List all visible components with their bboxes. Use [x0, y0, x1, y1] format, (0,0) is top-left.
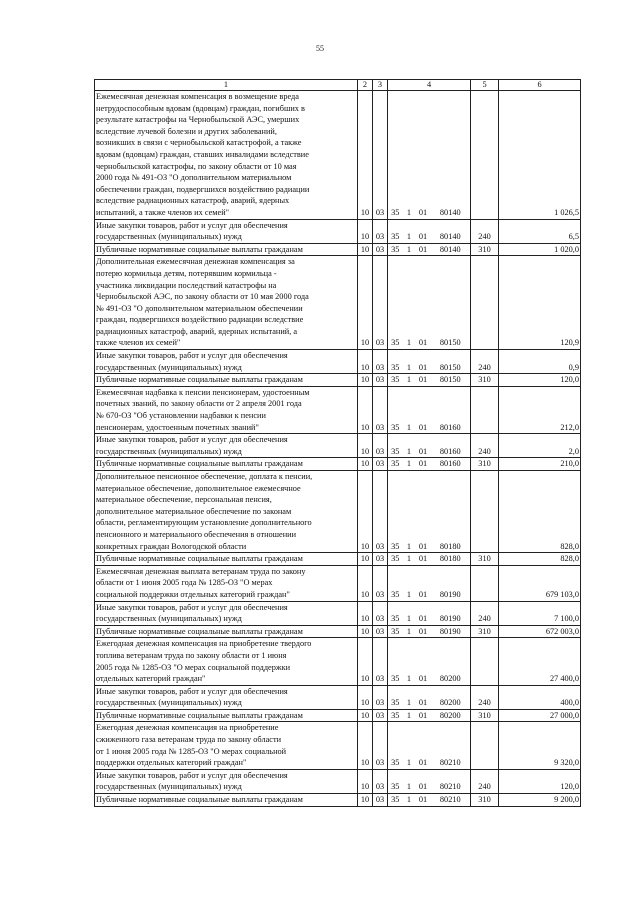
row-target-code-part-4: 80160 [431, 386, 471, 433]
row-expense-type-code: 310 [471, 625, 499, 638]
row-amount: 679 103,0 [499, 565, 581, 601]
header-col-1: 1 [95, 80, 358, 91]
row-target-code-part-2: 1 [403, 458, 416, 471]
row-target-code-part-2: 1 [403, 91, 416, 220]
page-number: 55 [316, 44, 324, 53]
row-target-code-part-4: 80210 [431, 722, 471, 769]
row-subsection-code: 03 [373, 471, 388, 553]
row-target-code-part-2: 1 [403, 638, 416, 685]
row-target-code-part-2: 1 [403, 769, 416, 793]
table-row [95, 243, 581, 256]
row-amount: 27 000,0 [499, 709, 581, 722]
row-target-code-part-3: 01 [416, 91, 431, 220]
row-target-code-part-3: 01 [416, 256, 431, 350]
row-expense-type-code: 310 [471, 553, 499, 566]
table-row [95, 553, 581, 566]
row-section-code: 10 [358, 685, 373, 709]
row-target-code-part-1: 35 [388, 722, 403, 769]
row-amount: 1 020,0 [499, 243, 581, 256]
table-row [95, 769, 581, 793]
row-target-code-part-3: 01 [416, 243, 431, 256]
row-section-code: 10 [358, 458, 373, 471]
row-description: Ежегодная денежная компенсация на приобретение твердого топлива ветеранам труда по закону области от 1 июня 2005 года № 1285-ОЗ "О мерах социальной поддержки отдельных категорий граждан" [95, 638, 358, 685]
row-target-code-part-4: 80150 [431, 374, 471, 387]
row-amount: 120,0 [499, 374, 581, 387]
row-amount: 0,9 [499, 350, 581, 374]
budget-table [94, 79, 581, 807]
row-description: Публичные нормативные социальные выплаты гражданам [95, 625, 358, 638]
row-target-code-part-2: 1 [403, 243, 416, 256]
row-target-code-part-3: 01 [416, 794, 431, 807]
row-description: Публичные нормативные социальные выплаты гражданам [95, 243, 358, 256]
row-target-code-part-2: 1 [403, 565, 416, 601]
row-description: Иные закупки товаров, работ и услуг для обеспечения государственных (муниципальных) нужд [95, 219, 358, 243]
row-target-code-part-4: 80180 [431, 553, 471, 566]
row-section-code: 10 [358, 722, 373, 769]
row-description: Ежемесячная денежная выплата ветеранам труда по закону области от 1 июня 2005 года № 1285-ОЗ "О мерах социальной поддержки отдельных категорий граждан" [95, 565, 358, 601]
row-subsection-code: 03 [373, 374, 388, 387]
row-amount: 2,0 [499, 434, 581, 458]
row-target-code-part-1: 35 [388, 256, 403, 350]
row-amount: 400,0 [499, 685, 581, 709]
row-description: Ежемесячная денежная компенсация в возмещение вреда нетрудоспособным вдовам (вдовцам) граждан, погибших в результате катастрофы на Чернобыльской АЭС, умерших вследствие лучевой болезни и других заболеваний, возникших в связи с чернобыльской катастрофой, а также вдовам (вдовцам) граждан, ставших инвалидами вследствие чернобыльской катастрофы, по закону области от 10 мая 2000 года № 491-ОЗ "О дополнительном материальном обеспечении граждан, подвергшихся воздействию радиации вследствие радиационных катастроф, аварий, ядерных испытаний, а также членов их семей" [95, 91, 358, 220]
row-amount: 120,9 [499, 256, 581, 350]
row-amount: 1 026,5 [499, 91, 581, 220]
row-expense-type-code [471, 638, 499, 685]
row-target-code-part-1: 35 [388, 434, 403, 458]
table-row [95, 565, 581, 601]
table-body [95, 91, 581, 807]
row-target-code-part-4: 80180 [431, 471, 471, 553]
row-target-code-part-1: 35 [388, 685, 403, 709]
row-target-code-part-1: 35 [388, 601, 403, 625]
row-target-code-part-4: 80190 [431, 625, 471, 638]
row-target-code-part-3: 01 [416, 722, 431, 769]
row-target-code-part-1: 35 [388, 709, 403, 722]
row-section-code: 10 [358, 243, 373, 256]
row-target-code-part-2: 1 [403, 219, 416, 243]
row-section-code: 10 [358, 91, 373, 220]
row-description: Публичные нормативные социальные выплаты гражданам [95, 794, 358, 807]
row-section-code: 10 [358, 794, 373, 807]
row-target-code-part-3: 01 [416, 769, 431, 793]
row-expense-type-code: 310 [471, 243, 499, 256]
row-amount: 9 320,0 [499, 722, 581, 769]
row-section-code: 10 [358, 471, 373, 553]
header-col-3: 3 [373, 80, 388, 91]
row-target-code-part-3: 01 [416, 565, 431, 601]
row-expense-type-code: 240 [471, 601, 499, 625]
row-target-code-part-2: 1 [403, 685, 416, 709]
row-description: Дополнительная ежемесячная денежная компенсация за потерю кормильца детям, потерявшим кормильца - участника ликвидации последствий катастрофы на Чернобыльской АЭС, по закону области от 10 мая 2000 года № 491-ОЗ "О дополнительном материальном обеспечении граждан, подвергшихся воздействию радиации вследствие радиационных катастроф, аварий, ядерных испытаний, а также членов их семей" [95, 256, 358, 350]
row-target-code-part-1: 35 [388, 769, 403, 793]
table-row [95, 386, 581, 433]
row-expense-type-code: 240 [471, 219, 499, 243]
row-target-code-part-4: 80150 [431, 350, 471, 374]
row-target-code-part-3: 01 [416, 374, 431, 387]
row-section-code: 10 [358, 553, 373, 566]
row-target-code-part-4: 80140 [431, 91, 471, 220]
row-target-code-part-1: 35 [388, 91, 403, 220]
row-amount: 212,0 [499, 386, 581, 433]
table-row [95, 794, 581, 807]
row-section-code: 10 [358, 638, 373, 685]
header-col-4: 4 [388, 80, 471, 91]
row-subsection-code: 03 [373, 601, 388, 625]
row-subsection-code: 03 [373, 553, 388, 566]
row-section-code: 10 [358, 601, 373, 625]
row-section-code: 10 [358, 256, 373, 350]
row-subsection-code: 03 [373, 386, 388, 433]
table-row [95, 434, 581, 458]
row-subsection-code: 03 [373, 794, 388, 807]
row-target-code-part-1: 35 [388, 625, 403, 638]
row-amount: 27 400,0 [499, 638, 581, 685]
row-target-code-part-1: 35 [388, 458, 403, 471]
row-expense-type-code [471, 91, 499, 220]
row-target-code-part-1: 35 [388, 386, 403, 433]
row-target-code-part-1: 35 [388, 794, 403, 807]
row-amount: 672 003,0 [499, 625, 581, 638]
row-expense-type-code: 310 [471, 709, 499, 722]
row-amount: 828,0 [499, 553, 581, 566]
row-target-code-part-1: 35 [388, 243, 403, 256]
table-row [95, 471, 581, 553]
row-subsection-code: 03 [373, 219, 388, 243]
table-header-row [95, 80, 581, 91]
row-description: Иные закупки товаров, работ и услуг для обеспечения государственных (муниципальных) нужд [95, 434, 358, 458]
row-section-code: 10 [358, 219, 373, 243]
row-section-code: 10 [358, 350, 373, 374]
row-expense-type-code: 310 [471, 458, 499, 471]
row-target-code-part-4: 80190 [431, 601, 471, 625]
row-subsection-code: 03 [373, 458, 388, 471]
row-target-code-part-1: 35 [388, 471, 403, 553]
row-subsection-code: 03 [373, 565, 388, 601]
row-subsection-code: 03 [373, 685, 388, 709]
row-target-code-part-3: 01 [416, 458, 431, 471]
row-expense-type-code [471, 722, 499, 769]
row-description: Иные закупки товаров, работ и услуг для обеспечения государственных (муниципальных) нужд [95, 601, 358, 625]
row-target-code-part-2: 1 [403, 386, 416, 433]
row-target-code-part-2: 1 [403, 553, 416, 566]
row-target-code-part-2: 1 [403, 471, 416, 553]
row-target-code-part-3: 01 [416, 685, 431, 709]
row-subsection-code: 03 [373, 434, 388, 458]
row-target-code-part-2: 1 [403, 601, 416, 625]
table-row [95, 458, 581, 471]
row-subsection-code: 03 [373, 638, 388, 685]
table-row [95, 685, 581, 709]
row-target-code-part-2: 1 [403, 350, 416, 374]
row-target-code-part-3: 01 [416, 709, 431, 722]
table-row [95, 625, 581, 638]
row-expense-type-code [471, 565, 499, 601]
row-description: Публичные нормативные социальные выплаты гражданам [95, 553, 358, 566]
table-row [95, 601, 581, 625]
row-target-code-part-1: 35 [388, 374, 403, 387]
row-expense-type-code: 310 [471, 374, 499, 387]
row-target-code-part-2: 1 [403, 256, 416, 350]
row-target-code-part-4: 80200 [431, 709, 471, 722]
row-description: Публичные нормативные социальные выплаты гражданам [95, 458, 358, 471]
row-expense-type-code: 240 [471, 350, 499, 374]
row-target-code-part-3: 01 [416, 471, 431, 553]
row-description: Иные закупки товаров, работ и услуг для обеспечения государственных (муниципальных) нужд [95, 350, 358, 374]
header-col-6: 6 [499, 80, 581, 91]
row-target-code-part-3: 01 [416, 625, 431, 638]
row-subsection-code: 03 [373, 722, 388, 769]
row-target-code-part-4: 80210 [431, 794, 471, 807]
row-target-code-part-3: 01 [416, 638, 431, 685]
row-target-code-part-1: 35 [388, 565, 403, 601]
row-description: Иные закупки товаров, работ и услуг для обеспечения государственных (муниципальных) нужд [95, 685, 358, 709]
row-target-code-part-2: 1 [403, 625, 416, 638]
row-expense-type-code: 240 [471, 434, 499, 458]
row-expense-type-code: 310 [471, 794, 499, 807]
row-subsection-code: 03 [373, 625, 388, 638]
row-amount: 6,5 [499, 219, 581, 243]
row-description: Публичные нормативные социальные выплаты гражданам [95, 374, 358, 387]
row-target-code-part-4: 80210 [431, 769, 471, 793]
row-description: Публичные нормативные социальные выплаты гражданам [95, 709, 358, 722]
row-expense-type-code [471, 471, 499, 553]
row-expense-type-code [471, 256, 499, 350]
row-target-code-part-2: 1 [403, 374, 416, 387]
header-col-5: 5 [471, 80, 499, 91]
row-target-code-part-1: 35 [388, 350, 403, 374]
row-target-code-part-1: 35 [388, 219, 403, 243]
table-row [95, 350, 581, 374]
table-row [95, 91, 581, 220]
row-expense-type-code: 240 [471, 769, 499, 793]
row-target-code-part-4: 80160 [431, 458, 471, 471]
row-description: Дополнительное пенсионное обеспечение, доплата к пенсии, материальное обеспечение, дополнительное ежемесячное материальное обеспечение, персональная пенсия, дополнительное материальное обеспечение по законам области, регламентирующим установление дополнительного пенсионного и материального обеспечения в отношении конкретных граждан Вологодской области [95, 471, 358, 553]
table-row [95, 638, 581, 685]
row-amount: 7 100,0 [499, 601, 581, 625]
row-target-code-part-1: 35 [388, 553, 403, 566]
header-col-2: 2 [358, 80, 373, 91]
row-target-code-part-4: 80160 [431, 434, 471, 458]
row-subsection-code: 03 [373, 350, 388, 374]
row-section-code: 10 [358, 374, 373, 387]
row-target-code-part-4: 80200 [431, 685, 471, 709]
row-target-code-part-4: 80150 [431, 256, 471, 350]
row-amount: 9 200,0 [499, 794, 581, 807]
row-expense-type-code [471, 386, 499, 433]
row-section-code: 10 [358, 386, 373, 433]
row-target-code-part-4: 80200 [431, 638, 471, 685]
row-target-code-part-3: 01 [416, 386, 431, 433]
row-target-code-part-3: 01 [416, 434, 431, 458]
row-subsection-code: 03 [373, 256, 388, 350]
row-target-code-part-2: 1 [403, 794, 416, 807]
table-row [95, 722, 581, 769]
row-amount: 828,0 [499, 471, 581, 553]
table-row [95, 256, 581, 350]
row-target-code-part-2: 1 [403, 722, 416, 769]
row-target-code-part-3: 01 [416, 601, 431, 625]
row-section-code: 10 [358, 769, 373, 793]
table-row [95, 709, 581, 722]
row-description: Ежегодная денежная компенсация на приобретение сжиженного газа ветеранам труда по закону области от 1 июня 2005 года № 1285-ОЗ "О мерах социальной поддержки отдельных категорий граждан" [95, 722, 358, 769]
row-section-code: 10 [358, 565, 373, 601]
row-target-code-part-1: 35 [388, 638, 403, 685]
row-target-code-part-3: 01 [416, 219, 431, 243]
row-target-code-part-4: 80140 [431, 243, 471, 256]
row-target-code-part-2: 1 [403, 434, 416, 458]
table-row [95, 219, 581, 243]
row-section-code: 10 [358, 625, 373, 638]
row-subsection-code: 03 [373, 243, 388, 256]
row-description: Иные закупки товаров, работ и услуг для обеспечения государственных (муниципальных) нужд [95, 769, 358, 793]
row-description: Ежемесячная надбавка к пенсии пенсионерам, удостоенным почетных званий, по закону области от 2 апреля 2001 года № 670-ОЗ "Об установлении надбавки к пенсии пенсионерам, удостоенным почетных званий" [95, 386, 358, 433]
row-subsection-code: 03 [373, 769, 388, 793]
row-subsection-code: 03 [373, 91, 388, 220]
row-target-code-part-3: 01 [416, 553, 431, 566]
row-target-code-part-3: 01 [416, 350, 431, 374]
table-row [95, 374, 581, 387]
row-target-code-part-4: 80190 [431, 565, 471, 601]
row-amount: 120,0 [499, 769, 581, 793]
row-target-code-part-4: 80140 [431, 219, 471, 243]
row-section-code: 10 [358, 434, 373, 458]
row-expense-type-code: 240 [471, 685, 499, 709]
row-target-code-part-2: 1 [403, 709, 416, 722]
row-subsection-code: 03 [373, 709, 388, 722]
row-amount: 210,0 [499, 458, 581, 471]
row-section-code: 10 [358, 709, 373, 722]
